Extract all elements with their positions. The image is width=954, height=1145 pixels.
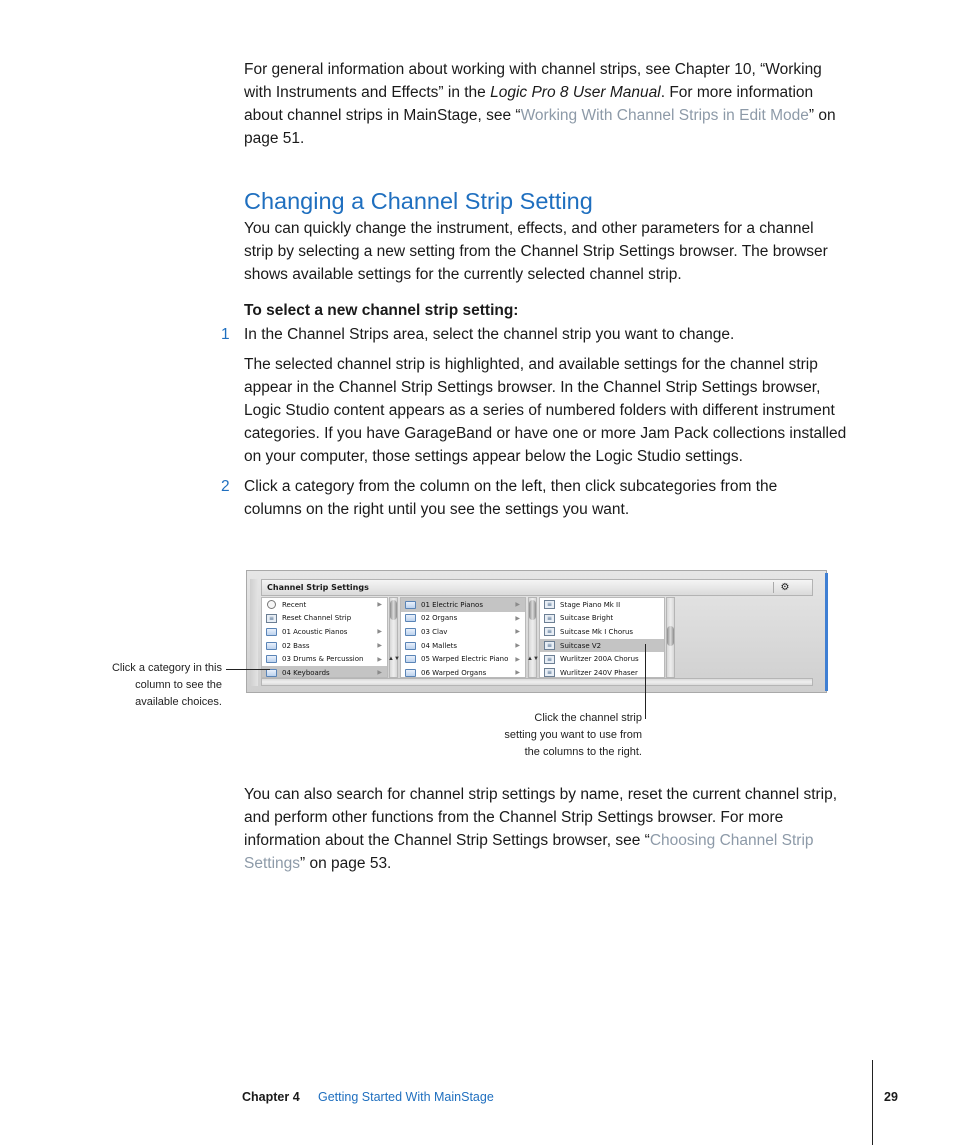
list-item[interactable] xyxy=(262,625,387,639)
intro-line-3a: about channel strips in MainStage, see “ xyxy=(244,107,521,124)
disclosure-arrow-icon: ▶ xyxy=(515,669,520,677)
list-item-label: Recent xyxy=(282,600,307,609)
folder-icon xyxy=(405,642,416,650)
list-item-reset[interactable] xyxy=(262,612,387,626)
step-1-number: 1 xyxy=(221,326,230,343)
scroll-arrows-icon[interactable]: ▲▼ xyxy=(388,656,400,662)
channel-strip-icon: ≡ xyxy=(544,668,555,677)
folder-icon xyxy=(266,628,277,636)
disclosure-arrow-icon: ▶ xyxy=(377,628,382,636)
intro-line-1: For general information about working with channel strips, see Chapter 10, “Working xyxy=(244,61,822,78)
disclosure-arrow-icon: ▶ xyxy=(515,614,520,622)
list-item[interactable] xyxy=(540,598,664,612)
list-item-label: 04 Mallets xyxy=(421,641,458,650)
page-number: 29 xyxy=(884,1090,898,1104)
folder-icon xyxy=(405,614,416,622)
callout-left-line: Click a category in this xyxy=(111,662,222,674)
list-item-label: 05 Warped Electric Piano xyxy=(421,655,509,664)
procedure-title: To select a new channel strip setting: xyxy=(244,302,519,319)
section-body xyxy=(244,217,869,286)
list-item-label: Reset Channel Strip xyxy=(282,614,352,623)
section-body-line: strip by selecting a new setting from the Channel Strip Settings browser. The browser xyxy=(244,243,828,260)
outro-line-2: and perform other functions from the Channel Strip Settings browser. For more xyxy=(244,809,784,826)
step-1-text: In the Channel Strips area, select the channel strip you want to change. xyxy=(244,326,735,343)
clock-icon xyxy=(267,600,276,609)
intro-line-3b: ” on xyxy=(808,107,836,124)
section-heading: Changing a Channel Strip Setting xyxy=(244,188,593,214)
list-item[interactable] xyxy=(540,625,664,639)
list-item-label: Wurlitzer 240V Phaser xyxy=(560,668,638,677)
list-item-label: Wurlitzer 200A Chorus xyxy=(560,655,639,664)
edit-mode-link[interactable]: Working With Channel Strips in Edit Mode xyxy=(520,107,809,124)
list-item[interactable] xyxy=(262,639,387,653)
list-item-label: 03 Clav xyxy=(421,627,448,636)
disclosure-arrow-icon: ▶ xyxy=(515,642,520,650)
intro-line-2a: with Instruments and Effects” in the xyxy=(244,84,491,101)
list-item[interactable] xyxy=(401,666,525,678)
gear-icon[interactable]: ⚙ xyxy=(780,582,790,593)
scroll-thumb[interactable] xyxy=(667,626,674,646)
callout-bottom-line: setting you want to use from xyxy=(504,729,642,741)
footer-chapter-title[interactable]: Getting Started With MainStage xyxy=(318,1090,494,1104)
callout-left-leader xyxy=(226,669,270,670)
outro-line-3a: information about the Channel Strip Settings browser, see “ xyxy=(244,832,650,849)
list-item-label: 01 Electric Pianos xyxy=(421,600,483,609)
folder-icon xyxy=(405,628,416,636)
title-separator xyxy=(773,582,774,593)
outro-line-4b: ” on page 53. xyxy=(300,855,392,872)
folder-icon xyxy=(405,669,416,677)
disclosure-arrow-icon: ▶ xyxy=(515,655,520,663)
intro-line-4: page 51. xyxy=(244,130,305,147)
scroll-arrows-icon[interactable]: ▲▼ xyxy=(527,656,539,662)
channel-strip-icon: ≡ xyxy=(544,641,555,650)
settings-column xyxy=(539,597,665,678)
callout-bottom-leader xyxy=(645,644,646,719)
callout-bottom-line: the columns to the right. xyxy=(524,746,642,758)
folder-icon xyxy=(266,655,277,663)
callout-left-line: column to see the xyxy=(135,679,222,691)
step-1-detail-line: Logic Studio content appears as a series of numbered folders with different instrument xyxy=(244,402,835,419)
column-3-scrollbar[interactable] xyxy=(666,597,675,678)
list-item-label: Suitcase V2 xyxy=(560,641,602,650)
list-item-label: Stage Piano Mk II xyxy=(560,600,621,609)
list-item[interactable] xyxy=(401,652,525,666)
callout-bottom xyxy=(442,710,642,761)
channel-strip-icon: ≡ xyxy=(544,614,555,623)
list-item-label: 03 Drums & Percussion xyxy=(282,655,364,664)
step-1-detail-line: The selected channel strip is highlighted, and available settings for the channel strip xyxy=(244,356,818,373)
footer-chapter: Chapter 4 xyxy=(242,1090,300,1104)
list-item-label: 02 Organs xyxy=(421,614,458,623)
list-item-label: Suitcase Mk I Chorus xyxy=(560,627,634,636)
outro-line-1: You can also search for channel strip settings by name, reset the current channel strip, xyxy=(244,786,838,803)
step-2-number: 2 xyxy=(221,478,230,495)
list-item-label: Suitcase Bright xyxy=(560,614,614,623)
list-item-label: 01 Acoustic Pianos xyxy=(282,627,348,636)
section-body-line: You can quickly change the instrument, effects, and other parameters for a channel xyxy=(244,220,814,237)
disclosure-arrow-icon: ▶ xyxy=(377,601,382,609)
outro-paragraph xyxy=(244,783,869,875)
list-item[interactable] xyxy=(401,639,525,653)
horizontal-scrollbar[interactable] xyxy=(261,678,813,686)
folder-icon xyxy=(405,601,416,609)
list-item-label: 06 Warped Organs xyxy=(421,668,487,677)
intro-line-2b: . For more information xyxy=(660,84,814,101)
scroll-thumb[interactable] xyxy=(529,600,536,620)
list-item-selected[interactable] xyxy=(401,598,525,612)
step-1-detail-line: on your computer, those settings appear below the Logic Studio settings. xyxy=(244,448,743,465)
channel-strip-settings-browser xyxy=(246,570,827,693)
scroll-thumb[interactable] xyxy=(390,600,397,620)
section-body-line: shows available settings for the currently selected channel strip. xyxy=(244,266,682,283)
column-2-scrollbar[interactable] xyxy=(528,597,537,678)
disclosure-arrow-icon: ▶ xyxy=(515,628,520,636)
disclosure-arrow-icon: ▶ xyxy=(377,669,382,677)
manual-title: Logic Pro 8 User Manual xyxy=(490,84,661,101)
step-1-detail-line: categories. If you have GarageBand or have one or more Jam Pack collections installed xyxy=(244,425,847,442)
browser-title: Channel Strip Settings xyxy=(267,583,369,592)
intro-paragraph xyxy=(244,58,869,150)
list-item[interactable] xyxy=(401,625,525,639)
browser-title-bar xyxy=(261,579,813,596)
step-2-line: columns on the right until you see the settings you want. xyxy=(244,501,630,518)
list-item-label: 04 Keyboards xyxy=(282,668,330,677)
list-item-label: 02 Bass xyxy=(282,641,310,650)
list-item[interactable] xyxy=(262,652,387,666)
list-item[interactable] xyxy=(401,612,525,626)
list-item[interactable] xyxy=(540,612,664,626)
folder-icon xyxy=(266,642,277,650)
callout-bottom-line: Click the channel strip xyxy=(534,712,642,724)
channel-strip-icon: ≡ xyxy=(544,600,555,609)
channel-strip-icon: ≡ xyxy=(266,614,277,623)
channel-strip-icon: ≡ xyxy=(544,655,555,664)
list-item-selected[interactable] xyxy=(262,666,387,678)
list-item-recent[interactable] xyxy=(262,598,387,612)
step-2-line: Click a category from the column on the left, then click subcategories from the xyxy=(244,478,778,495)
window-edge xyxy=(825,573,828,691)
subcategory-column xyxy=(400,597,526,678)
channel-strip-icon: ≡ xyxy=(544,627,555,636)
category-column xyxy=(261,597,388,678)
step-1-detail xyxy=(244,353,869,468)
choosing-settings-link[interactable]: Choosing Channel Strip xyxy=(649,832,814,849)
disclosure-arrow-icon: ▶ xyxy=(515,601,520,609)
folder-icon xyxy=(405,655,416,663)
disclosure-arrow-icon: ▶ xyxy=(377,642,382,650)
callout-left-line: available choices. xyxy=(135,696,222,708)
callout-left xyxy=(60,660,222,711)
footer-divider xyxy=(872,1060,873,1145)
step-2-text xyxy=(244,475,869,521)
step-1-detail-line: appear in the Channel Strip Settings browser. In the Channel Strip Settings browser, xyxy=(244,379,821,396)
column-1-scrollbar[interactable] xyxy=(389,597,398,678)
choosing-settings-link-cont[interactable]: Settings xyxy=(244,855,301,872)
disclosure-arrow-icon: ▶ xyxy=(377,655,382,663)
